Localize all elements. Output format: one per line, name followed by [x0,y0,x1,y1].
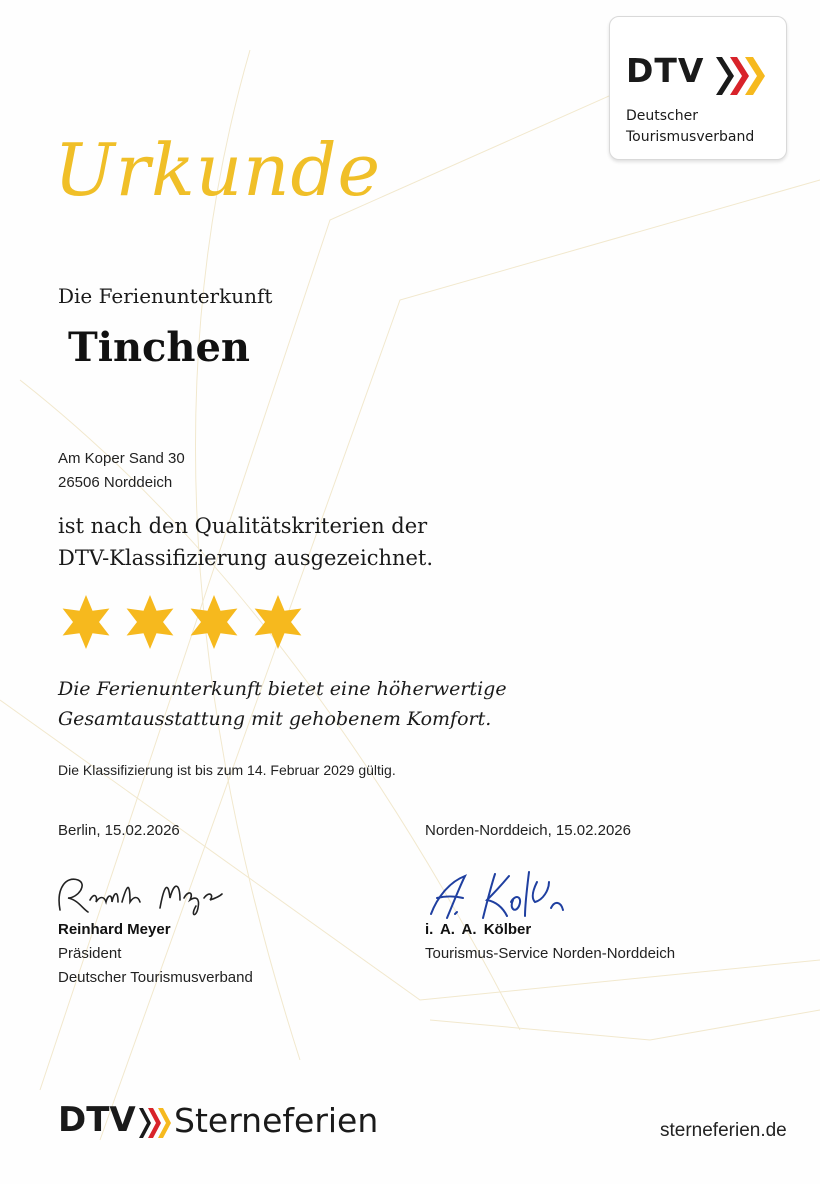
signer-org-left: Deutscher Tourismusverband [58,969,253,986]
logo-brand: DTV [626,51,705,90]
footer-brand: DTV [58,1100,136,1140]
signature-a-koelber [425,868,575,924]
star-icon [250,594,306,650]
property-name: Tinchen [68,324,251,371]
star-icon [186,594,242,650]
place-date-right: Norden-Norddeich, 15.02.2026 [425,822,631,839]
logo-line-deutscher: Deutscher [626,108,698,124]
logo-line-tourismusverband: Tourismusverband [626,129,755,145]
signer-name-right: i. A. A. Kölber [425,921,532,938]
signature-reinhard-meyer [52,868,242,920]
signer-name-left: Reinhard Meyer [58,921,171,938]
footer-url: sterneferien.de [660,1120,787,1141]
star-icon [58,594,114,650]
description-line-1: Die Ferienunterkunft bietet eine höherwertige [58,678,507,700]
intro-text: Die Ferienunterkunft [58,284,273,308]
address-street: Am Koper Sand 30 [58,450,185,467]
footer-chevron-icon [137,1106,171,1140]
criteria-line-2: DTV-Klassifizierung ausgezeichnet. [58,546,434,570]
address-city: 26506 Norddeich [58,474,173,491]
description-line-2: Gesamtausstattung mit gehobenem Komfort. [58,708,492,730]
footer-program: Sterneferien [174,1101,379,1140]
dtv-logo-badge [609,16,787,160]
validity-note: Die Klassifizierung ist bis zum 14. Februar 2029 gültig. [58,762,396,778]
star-icon [122,594,178,650]
certificate-title: Urkunde [54,128,382,212]
signer-role-left: Präsident [58,945,122,962]
place-date-left: Berlin, 15.02.2026 [58,822,180,839]
criteria-line-1: ist nach den Qualitätskriterien der [58,514,428,538]
signer-org-right: Tourismus-Service Norden-Norddeich [425,945,676,962]
star-rating [58,594,318,652]
dtv-chevron-icon [714,55,774,97]
